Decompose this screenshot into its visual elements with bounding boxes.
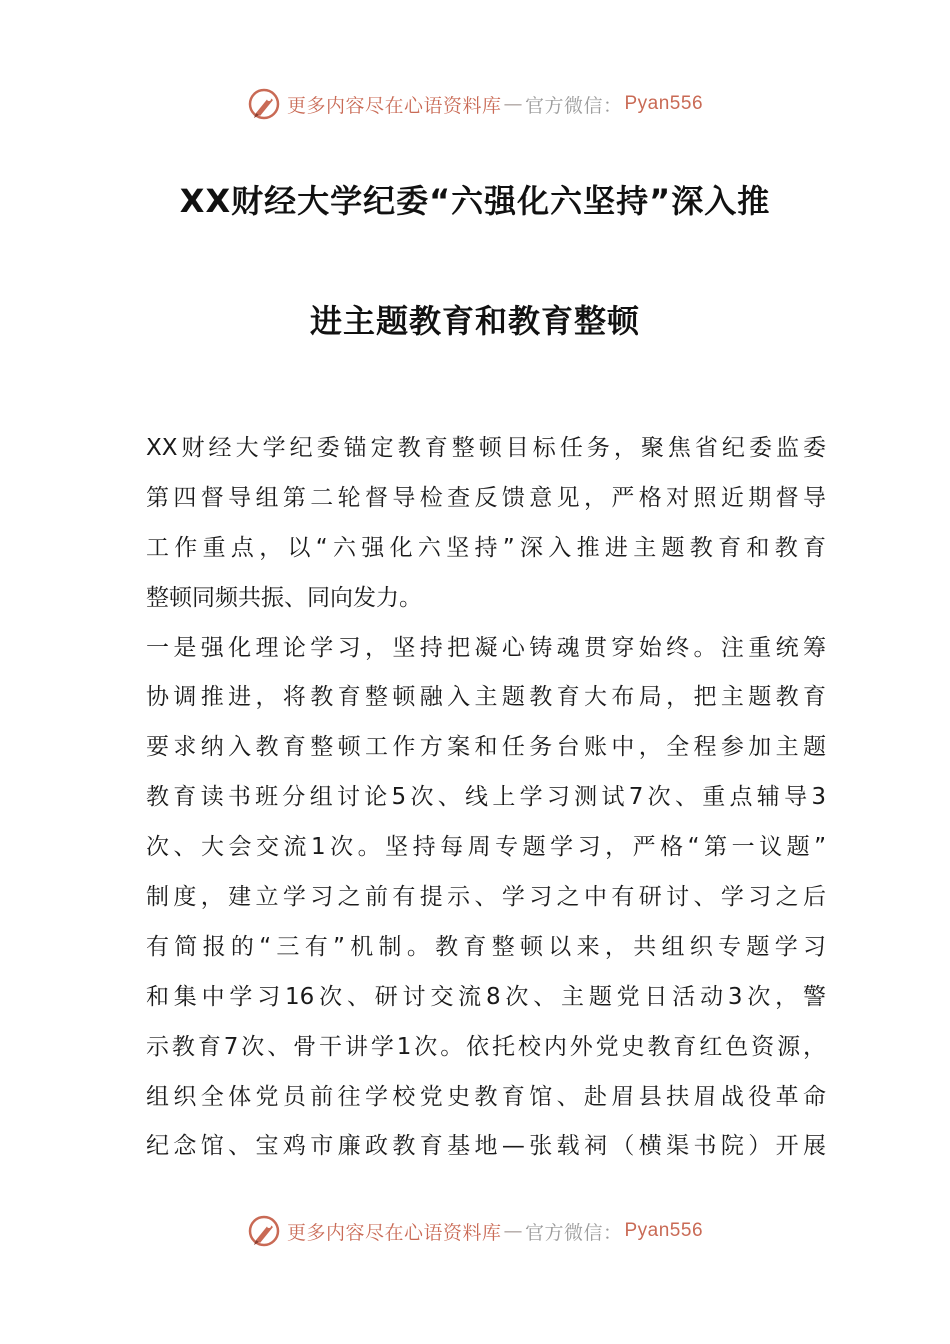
banner-text [287, 91, 703, 118]
banner-wechat-handle: Pyan556 [624, 93, 704, 114]
document-title-line-2: 进主题教育和教育整顿 [309, 302, 640, 340]
body-line: 整顿同频共振、同向发力。 [146, 584, 422, 611]
banner-dash: — [503, 1220, 523, 1242]
body-line: 一是强化理论学习，坚持把凝心铸魂贯穿始终。注重统筹 [146, 634, 826, 661]
banner-main-text: 更多内容尽在心语资料库 [286, 94, 502, 117]
body-line: 次、大会交流1次。坚持每周专题学习，严格“第一议题” [146, 834, 826, 861]
body-line: 和集中学习16次、研讨交流8次、主题党日活动3次，警 [146, 983, 826, 1010]
body-line: 制度，建立学习之前有提示、学习之中有研讨、学习之后 [146, 884, 826, 911]
pen-nib-logo-icon [247, 1214, 281, 1248]
body-line: 有简报的“三有”机制。教育整顿以来，共组织专题学习 [146, 933, 826, 960]
body-line: 第四督导组第二轮督导检查反馈意见，严格对照近期督导 [146, 484, 826, 511]
pen-nib-logo-icon [247, 87, 281, 121]
body-line: XX财经大学纪委锚定教育整顿目标任务，聚焦省纪委监委 [146, 435, 826, 461]
body-line: 工作重点，以“六强化六坚持”深入推进主题教育和教育 [146, 534, 826, 561]
body-line: 纪念馆、宝鸡市廉政教育基地—张载祠（横渠书院）开展 [146, 1133, 826, 1160]
body-line: 组织全体党员前往学校党史教育馆、赴眉县扶眉战役革命 [146, 1083, 826, 1110]
banner-text [287, 1218, 703, 1245]
banner-main-text: 更多内容尽在心语资料库 [286, 1221, 502, 1244]
banner-wechat-handle: Pyan556 [624, 1220, 704, 1241]
banner-official-label: 官方微信： [524, 94, 623, 117]
header-watermark-banner [0, 84, 950, 124]
body-line: 要求纳入教育整顿工作方案和任务台账中，全程参加主题 [146, 734, 826, 761]
document-title-line-1: XX财经大学纪委“六强化六坚持”深入推 [179, 182, 771, 220]
body-line: 教育读书班分组讨论5次、线上学习测试7次、重点辅导3 [146, 784, 826, 811]
banner-dash: — [503, 93, 523, 115]
document-body [146, 424, 826, 1172]
footer-watermark-banner [0, 1211, 950, 1251]
body-line: 示教育7次、骨干讲学1次。依托校内外党史教育红色资源， [146, 1033, 826, 1060]
banner-official-label: 官方微信： [524, 1221, 623, 1244]
body-line: 协调推进，将教育整顿融入主题教育大布局，把主题教育 [146, 684, 826, 711]
